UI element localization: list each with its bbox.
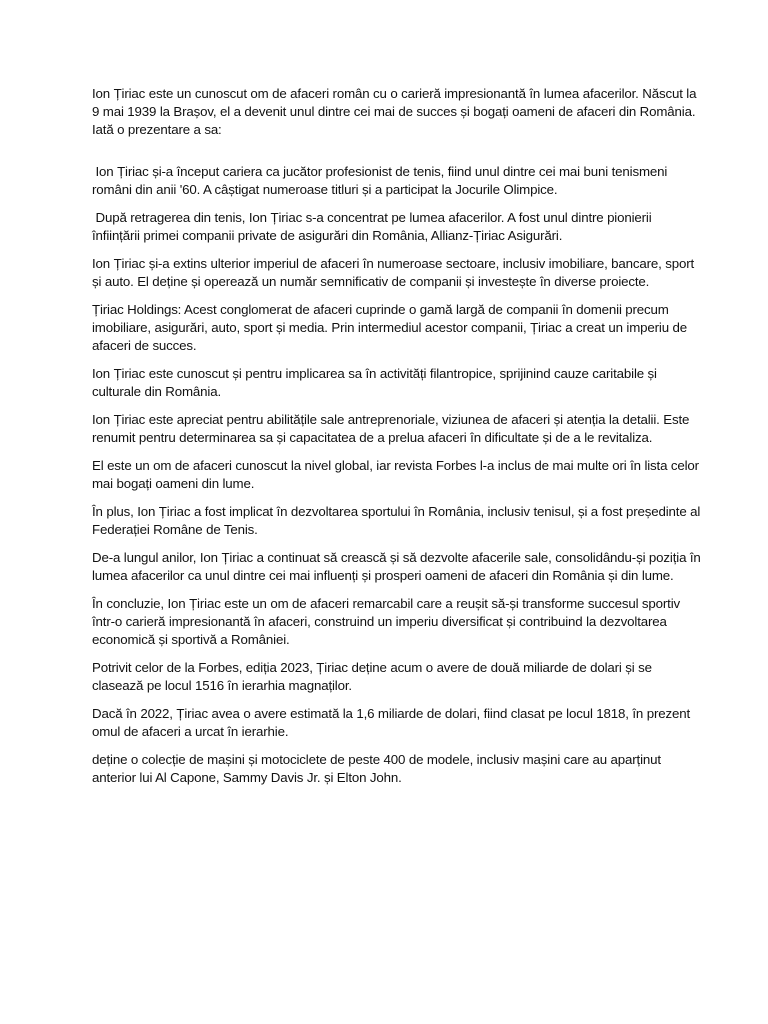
paragraph-business-expansion: Ion Țiriac și-a extins ulterior imperiul de afaceri în numeroase sectoare, inclusiv imobiliare, bancare, sport și auto. El deține și operează un număr semnificativ de companii și investește în diverse proiecte. xyxy=(92,256,695,289)
paragraph-tennis-career: Ion Țiriac și-a început cariera ca jucător profesionist de tenis, fiind unul dintre cei mai buni tenismeni români din anii '60. A câștigat numeroase titluri și a participat la Jocurile Olimpice. xyxy=(92,164,668,197)
paragraph-car-collection: deține o colecție de mașini și motociclete de peste 400 de modele, inclusiv mașini care au aparținut anterior lui Al Capone, Sammy Davis Jr. și Elton John. xyxy=(92,752,661,785)
paragraph-forbes-2022: Dacă în 2022, Țiriac avea o avere estimată la 1,6 miliarde de dolari, fiind clasat pe locul 1818, în prezent omul de afaceri a urcat în ierarhie. xyxy=(92,706,691,739)
paragraph-philanthropy: Ion Țiriac este cunoscut și pentru implicarea sa în activități filantropice, sprijinind cauze caritabile și culturale din România. xyxy=(92,366,657,399)
paragraph-entrepreneurial-skills: Ion Țiriac este apreciat pentru abilitățile sale antreprenoriale, viziunea de afaceri și atenția la detalii. Este renumit pentru determinarea sa și capacitatea de a prelua afaceri în dificultate și de a le revitaliza. xyxy=(92,412,690,445)
paragraph-tiriac-holdings: Țiriac Holdings: Acest conglomerat de afaceri cuprinde o gamă largă de companii în domenii precum imobiliare, asigurări, auto, sport și media. Prin intermediul acestor companii, Țiriac a creat un imperiu de afaceri de succes. xyxy=(92,302,687,353)
paragraph-forbes-2023: Potrivit celor de la Forbes, ediția 2023, Țiriac deține acum o avere de două miliarde de dolari și se clasează pe locul 1516 în ierarhia magnaților. xyxy=(92,660,652,693)
paragraph-conclusion: În concluzie, Ion Țiriac este un om de afaceri remarcabil care a reușit să-și transforme succesul sportiv într-o carieră impresionantă în afaceri, construind un imperiu diversificat și contribuind la dezvoltarea economică și sportivă a României. xyxy=(92,596,681,647)
paragraph-tennis-federation: În plus, Ion Țiriac a fost implicat în dezvoltarea sportului în România, inclusiv tenisul, și a fost președinte al Federației Române de Tenis. xyxy=(92,504,701,537)
paragraph-forbes-global: El este un om de afaceri cunoscut la nivel global, iar revista Forbes l-a inclus de mai multe ori în lista celor mai bogați oameni din lume. xyxy=(92,458,699,491)
paragraph-intro: Ion Țiriac este un cunoscut om de afaceri român cu o carieră impresionantă în lumea afacerilor. Născut la 9 mai 1939 la Brașov, el a devenit unul dintre cei mai de succes și bogați oameni de afaceri din România. Iată o prezentare a sa: xyxy=(92,86,697,137)
paragraph-business-start: După retragerea din tenis, Ion Țiriac s-a concentrat pe lumea afacerilor. A fost unul dintre pionierii înființării primei companii private de asigurări din România, Allianz-Țiriac Asigurări. xyxy=(92,210,652,243)
document-body xyxy=(92,85,702,797)
paragraph-growth: De-a lungul anilor, Ion Țiriac a continuat să crească și să dezvolte afacerile sale, consolidându-și poziția în lumea afacerilor ca unul dintre cei mai influenți și prosperi oameni de afaceri din România și din lume. xyxy=(92,550,701,583)
